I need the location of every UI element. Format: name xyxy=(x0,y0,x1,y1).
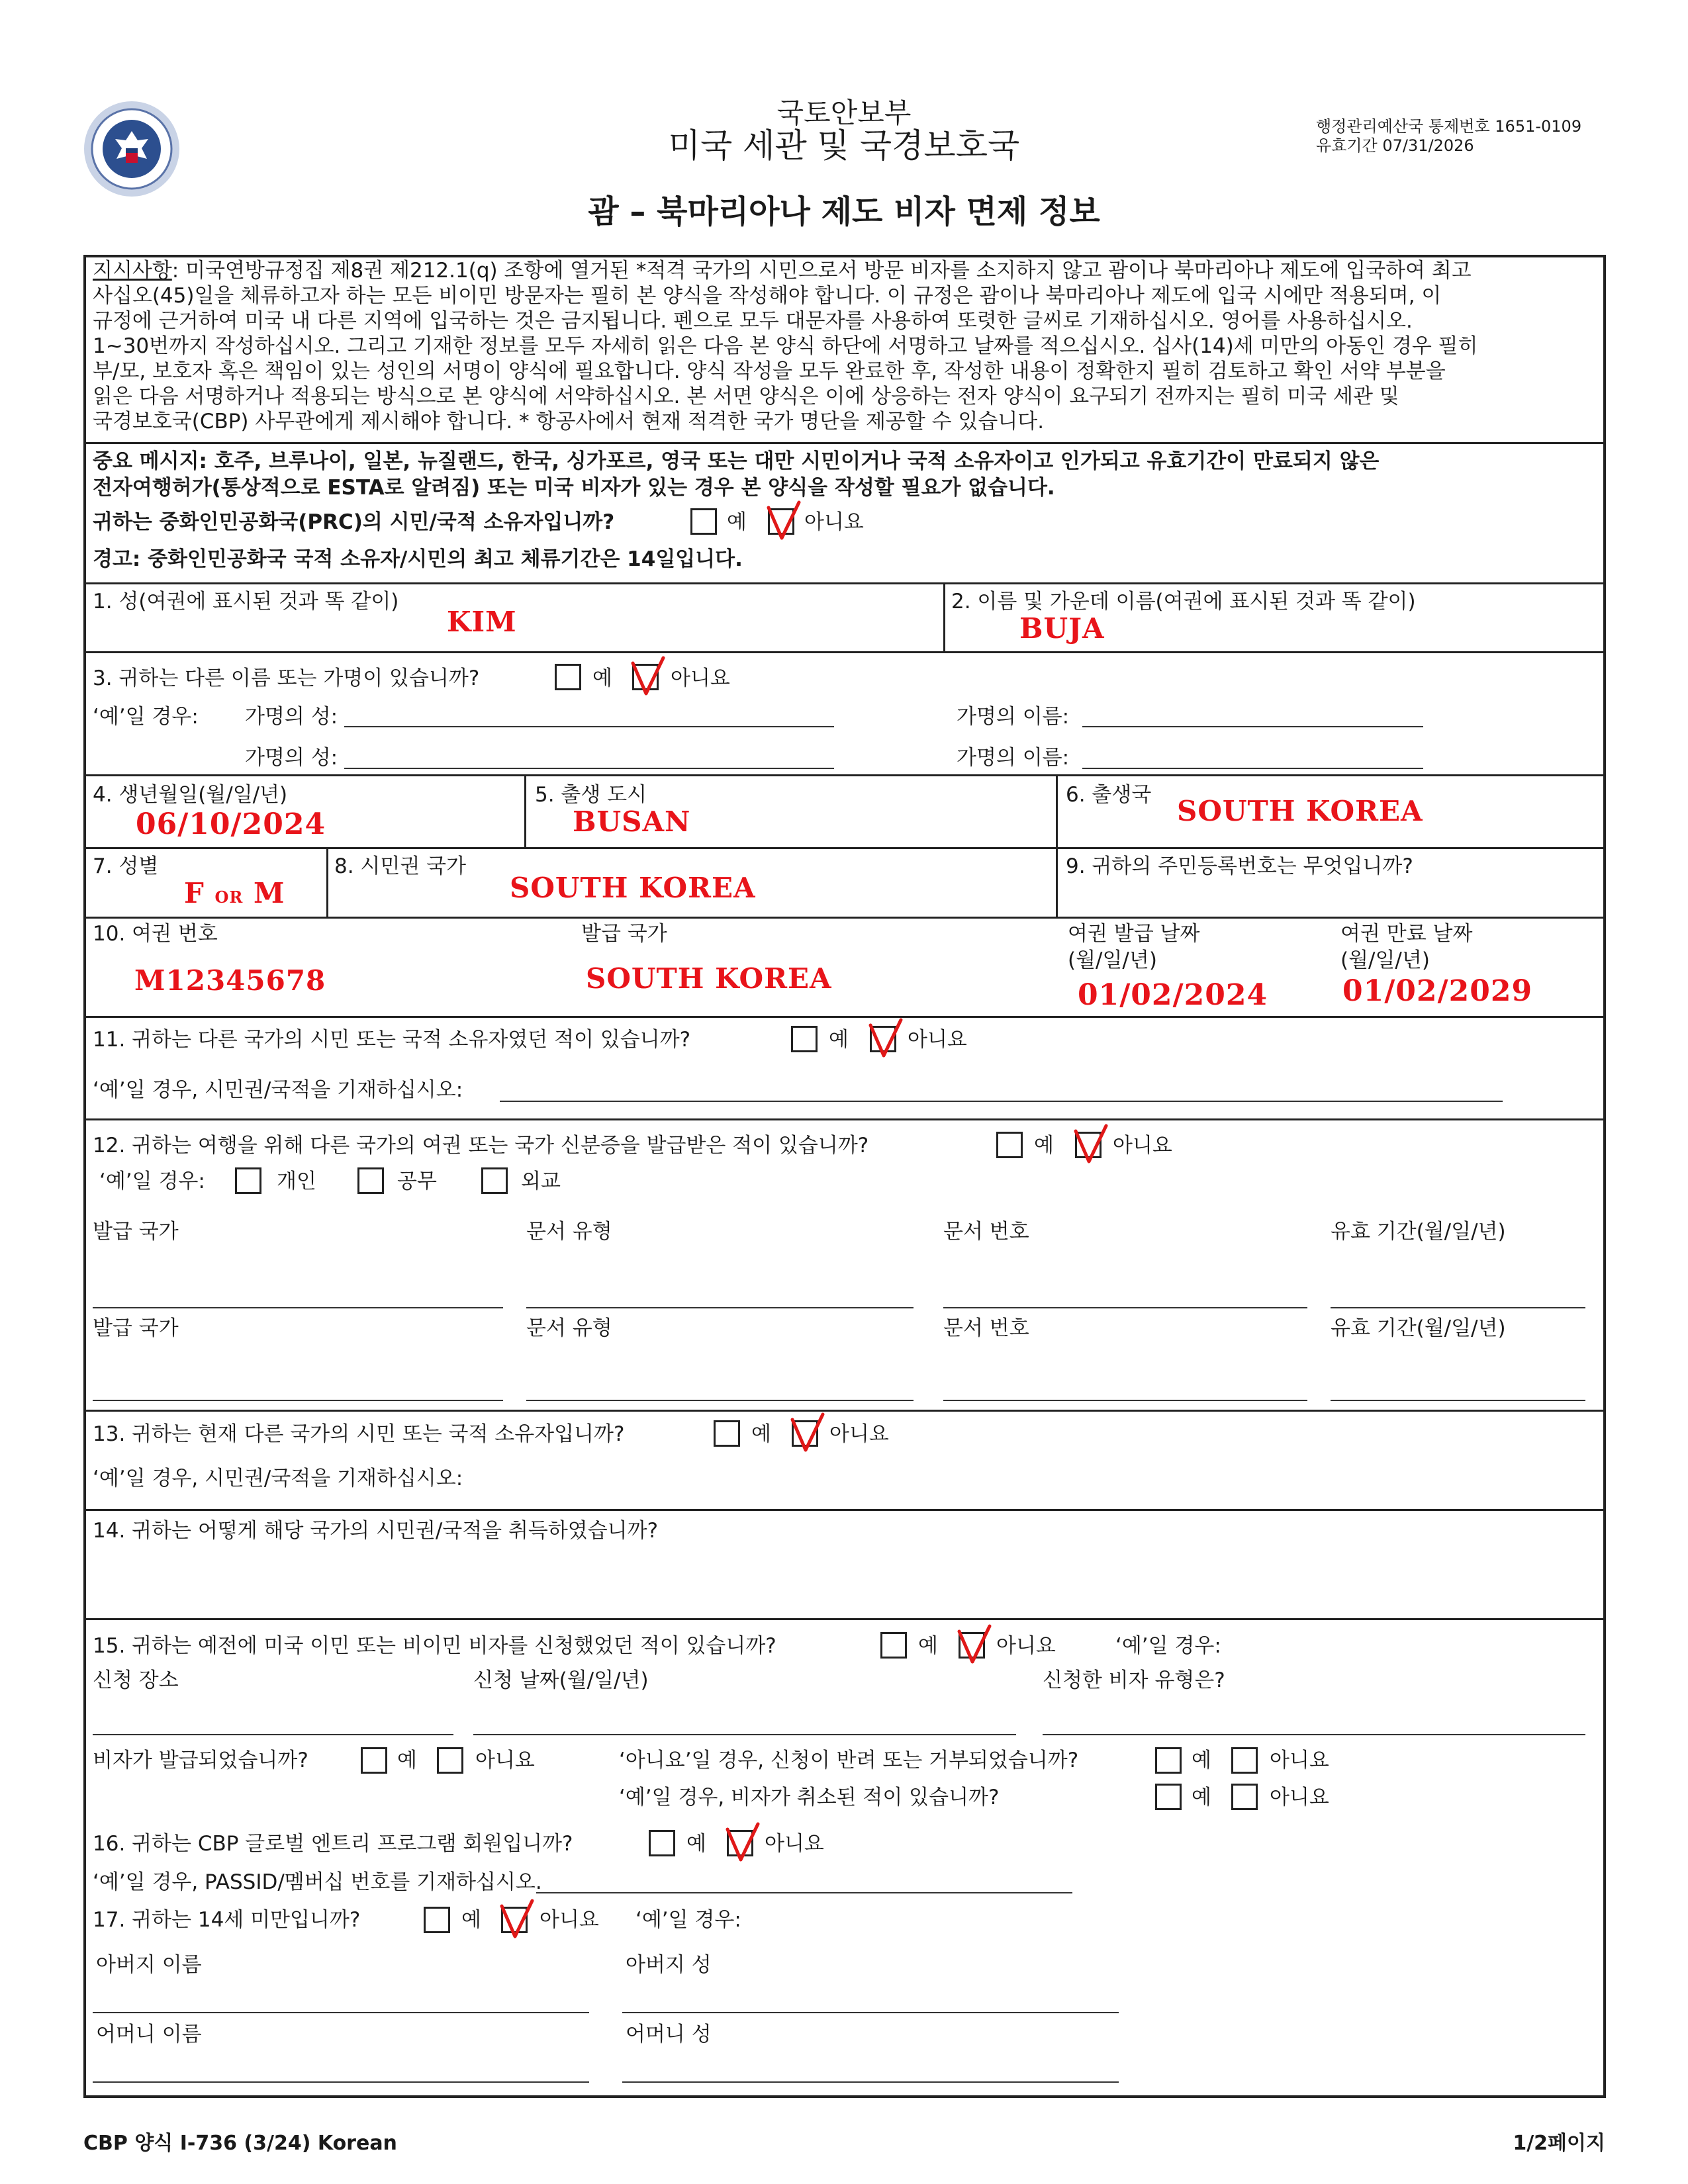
q3-yes-label: 예 xyxy=(592,666,612,690)
instructions-line: : 미국연방규정집 제8권 제212.1(q) 조항에 열거된 *적격 국가의 시민으로서 방문 비자를 소지하지 않고 괌이나 북마리아나 제도에 입국하여 최고 xyxy=(171,259,1472,283)
q17-no-label: 아니요 xyxy=(539,1908,599,1932)
checkmark-icon xyxy=(957,1625,992,1664)
q15-type-label: 신청한 비자 유형은? xyxy=(1043,1668,1225,1692)
checkmark-icon xyxy=(630,657,666,696)
q13-yes-label: 예 xyxy=(751,1422,771,1446)
important-message: 전자여행허가(통상적으로 ESTA로 알려짐) 또는 미국 비자가 있는 경우 본 양식을 작성할 필요가 없습니다. xyxy=(93,476,1055,500)
q12-col-doctype: 문서 유형 xyxy=(526,1220,612,1244)
rule xyxy=(943,582,945,651)
q17-label: 17. 귀하는 14세 미만입니까? xyxy=(93,1908,361,1932)
cbp-seal xyxy=(82,99,181,199)
q12-docno-field[interactable] xyxy=(943,1307,1307,1308)
q15-place-field[interactable] xyxy=(93,1734,453,1735)
q13-label: 13. 귀하는 현재 다른 국가의 시민 또는 국적 소유자입니까? xyxy=(93,1422,625,1446)
q11-yes-label: 예 xyxy=(829,1028,849,1052)
q12-doctype-field[interactable] xyxy=(526,1400,914,1401)
q15-refused-yes-label: 예 xyxy=(1192,1749,1211,1772)
sex-m: M xyxy=(253,877,285,909)
q15-issued-yes-checkbox[interactable] xyxy=(361,1747,387,1774)
q10-issue-format: (월/일/년) xyxy=(1068,948,1157,972)
q12-col-country: 발급 국가 xyxy=(93,1316,179,1340)
q12-type-personal-checkbox[interactable] xyxy=(235,1167,261,1194)
q11-label: 11. 귀하는 다른 국가의 시민 또는 국적 소유자였던 적이 있습니까? xyxy=(93,1028,691,1052)
q16-label: 16. 귀하는 CBP 글로벌 엔트리 프로그램 회원입니까? xyxy=(93,1832,573,1856)
alias-last-field[interactable] xyxy=(344,768,834,769)
instructions-line: 사십오(45)일을 체류하고자 하는 모든 비이민 방문자는 필히 본 양식을 작성해야 합니다. 이 규정은 괌이나 북마리아나 제도에 입국 시에만 적용되며, 이 xyxy=(93,284,1442,308)
q12-type-personal: 개인 xyxy=(277,1169,316,1193)
checkmark-icon xyxy=(499,1899,535,1939)
prc-no-label: 아니요 xyxy=(804,510,864,534)
q12-no-checkbox[interactable] xyxy=(1075,1132,1102,1158)
q15-cancelled-question: ‘예’일 경우, 비자가 취소된 적이 있습니까? xyxy=(619,1786,1000,1809)
instructions-block xyxy=(93,258,1595,434)
sex-f: F xyxy=(184,877,205,909)
rule xyxy=(83,1118,1606,1120)
instructions-label: 지시사항 xyxy=(93,259,172,283)
rule xyxy=(83,582,1606,584)
q10-issue-date[interactable]: 01/02/2024 xyxy=(1078,978,1268,1012)
q10-issuing-country[interactable]: SOUTH KOREA xyxy=(586,962,832,995)
q2-given-name-value[interactable]: BUJA xyxy=(1019,612,1105,645)
q3-if-yes: ‘예’일 경우: xyxy=(93,705,199,729)
q12-country-field[interactable] xyxy=(93,1307,503,1308)
prc-yes-checkbox[interactable] xyxy=(690,508,717,535)
father-last-label: 아버지 성 xyxy=(626,1953,712,1977)
q15-issued-no-checkbox[interactable] xyxy=(437,1747,463,1774)
q2-label: 2. 이름 및 가운데 이름(여권에 표시된 것과 똑 같이) xyxy=(951,590,1416,614)
q16-yes-checkbox[interactable] xyxy=(649,1830,675,1856)
q15-type-field[interactable] xyxy=(1043,1734,1585,1735)
q16-if-yes: ‘예’일 경우, PASSID/멤버십 번호를 기재하십시오. xyxy=(93,1870,542,1894)
q11-citizenship-field[interactable] xyxy=(500,1101,1503,1102)
q16-yes-label: 예 xyxy=(686,1832,706,1856)
q12-type-official-checkbox[interactable] xyxy=(357,1167,384,1194)
page-number: 1/2페이지 xyxy=(1513,2132,1605,2155)
q15-cancelled-yes-checkbox[interactable] xyxy=(1155,1784,1182,1810)
q15-no-checkbox[interactable] xyxy=(959,1632,985,1659)
q6-birth-country-value[interactable]: SOUTH KOREA xyxy=(1177,795,1423,827)
rule xyxy=(524,774,526,847)
q12-type-diplomatic-checkbox[interactable] xyxy=(481,1167,508,1194)
alias-last-label: 가명의 성: xyxy=(245,746,338,770)
q12-yes-checkbox[interactable] xyxy=(996,1132,1023,1158)
agency-name: 미국 세관 및 국경보호국 xyxy=(668,126,1020,165)
q12-type-official: 공무 xyxy=(397,1169,437,1193)
instructions-line: 1~30번까지 작성하십시오. 그리고 기재한 정보를 모두 자세히 읽은 다음 본 양식 하단에 서명하고 날짜를 적으십시오. 십사(14)세 미만의 아동인 경우 필히 xyxy=(93,334,1478,358)
q15-refused-question: ‘아니요’일 경우, 신청이 반려 또는 거부되었습니까? xyxy=(619,1749,1079,1772)
q6-label: 6. 출생국 xyxy=(1066,783,1152,807)
q13-no-checkbox[interactable] xyxy=(792,1420,818,1447)
prc-yes-label: 예 xyxy=(727,510,747,534)
q13-no-label: 아니요 xyxy=(829,1422,889,1446)
rule xyxy=(83,774,1606,776)
q11-no-label: 아니요 xyxy=(908,1028,967,1052)
q10-country-label: 발급 국가 xyxy=(581,922,667,946)
father-last-field[interactable] xyxy=(622,2012,1119,2013)
q8-citizenship-value[interactable]: SOUTH KOREA xyxy=(510,872,756,904)
checkmark-icon xyxy=(790,1413,825,1453)
q3-yes-checkbox[interactable] xyxy=(555,664,581,690)
q12-col-valid: 유효 기간(월/일/년) xyxy=(1331,1316,1506,1340)
q16-no-label: 아니요 xyxy=(765,1832,824,1856)
q12-if-yes: ‘예’일 경우: xyxy=(99,1169,205,1193)
q12-col-doctype: 문서 유형 xyxy=(526,1316,612,1340)
q10-issue-label: 여권 발급 날짜 xyxy=(1068,922,1200,946)
instructions-line: 부/모, 보호자 혹은 책임이 있는 성인의 서명이 양식에 필요합니다. 양식 작성을 모두 완료한 후, 작성한 내용이 정확한지 필히 검토하고 확인 서약 부분을 xyxy=(93,359,1446,383)
important-message: 중요 메시지: 호주, 브루나이, 일본, 뉴질랜드, 한국, 싱가포르, 영국 또는 대만 시민이거나 국적 소유자이고 인가되고 유효기간이 만료되지 않은 xyxy=(93,449,1380,473)
rule xyxy=(1056,847,1058,917)
checkmark-icon xyxy=(725,1823,761,1862)
q15-date-label: 신청 날짜(월/일/년) xyxy=(473,1668,649,1692)
omb-number: 행정관리예산국 통제번호 1651-0109 xyxy=(1316,117,1582,136)
q5-label: 5. 출생 도시 xyxy=(535,783,647,807)
q10-expire-label: 여권 만료 날짜 xyxy=(1340,922,1473,946)
q15-issued-question: 비자가 발급되었습니까? xyxy=(93,1749,308,1772)
q12-col-docno: 문서 번호 xyxy=(943,1316,1029,1340)
checkmark-icon xyxy=(868,1019,904,1058)
form-title: 괌 – 북마리아나 제도 비자 면제 정보 xyxy=(588,193,1100,230)
rule xyxy=(326,847,328,917)
omb-expiry: 유효기간 07/31/2026 xyxy=(1316,136,1474,155)
q13-yes-checkbox[interactable] xyxy=(714,1420,740,1447)
prc-question: 귀하는 중화인민공화국(PRC)의 시민/국적 소유자입니까? xyxy=(93,510,615,534)
prc-warning: 경고: 중화인민공화국 국적 소유자/시민의 최고 체류기간은 14일입니다. xyxy=(93,547,743,571)
q15-refused-no-label: 아니요 xyxy=(1270,1749,1329,1772)
prc-no-checkbox[interactable] xyxy=(768,508,794,535)
q12-valid-field[interactable] xyxy=(1331,1400,1585,1401)
q12-no-label: 아니요 xyxy=(1113,1134,1172,1158)
checkmark-icon xyxy=(766,501,802,541)
sex-or: OR xyxy=(214,887,244,907)
q12-type-diplomatic: 외교 xyxy=(521,1169,561,1193)
q15-refused-yes-checkbox[interactable] xyxy=(1155,1747,1182,1774)
q3-no-checkbox[interactable] xyxy=(632,664,659,690)
rule xyxy=(1056,774,1058,847)
father-first-label: 아버지 이름 xyxy=(96,1953,202,1977)
q17-if-yes: ‘예’일 경우: xyxy=(635,1908,741,1932)
q4-label: 4. 생년월일(월/일/년) xyxy=(93,783,288,807)
q16-passid-field[interactable] xyxy=(536,1892,1072,1893)
q10-expire-format: (월/일/년) xyxy=(1340,948,1430,972)
q15-no-label: 아니요 xyxy=(996,1634,1056,1658)
alias-first-field[interactable] xyxy=(1082,726,1423,727)
q15-date-field[interactable] xyxy=(473,1734,1016,1735)
q12-valid-field[interactable] xyxy=(1331,1307,1585,1308)
q3-label: 3. 귀하는 다른 이름 또는 가명이 있습니까? xyxy=(93,666,480,690)
q15-label: 15. 귀하는 예전에 미국 이민 또는 비이민 비자를 신청했었던 적이 있습니까? xyxy=(93,1634,776,1658)
q7-label: 7. 성별 xyxy=(93,854,159,878)
checkmark-icon xyxy=(1073,1124,1109,1164)
form-number: CBP 양식 I-736 (3/24) Korean xyxy=(83,2132,397,2155)
q13-if-yes: ‘예’일 경우, 시민권/국적을 기재하십시오: xyxy=(93,1467,463,1490)
q7-sex-value[interactable] xyxy=(184,878,285,913)
q12-col-country: 발급 국가 xyxy=(93,1220,179,1244)
q12-doctype-field[interactable] xyxy=(526,1307,914,1308)
rule xyxy=(83,651,1606,653)
rule xyxy=(83,442,1606,444)
q12-col-valid: 유효 기간(월/일/년) xyxy=(1331,1220,1506,1244)
mother-first-field[interactable] xyxy=(93,2081,589,2083)
alias-last-label: 가명의 성: xyxy=(245,705,338,729)
instructions-line: 국경보호국(CBP) 사무관에게 제시해야 합니다. * 항공사에서 현재 적격한 국가 명단을 제공할 수 있습니다. xyxy=(93,410,1045,433)
q10-label: 10. 여권 번호 xyxy=(93,922,218,946)
q15-place-label: 신청 장소 xyxy=(93,1668,179,1692)
q12-col-docno: 문서 번호 xyxy=(943,1220,1029,1244)
q14-label: 14. 귀하는 어떻게 해당 국가의 시민권/국적을 취득하였습니까? xyxy=(93,1519,659,1543)
rule xyxy=(83,917,1606,919)
q9-label: 9. 귀하의 주민등록번호는 무엇입니까? xyxy=(1066,854,1413,878)
father-first-field[interactable] xyxy=(93,2012,589,2013)
alias-first-field[interactable] xyxy=(1082,768,1423,769)
q11-yes-checkbox[interactable] xyxy=(791,1026,818,1052)
q15-issued-yes-label: 예 xyxy=(397,1749,417,1772)
q4-birthdate-value[interactable]: 06/10/2024 xyxy=(136,807,326,841)
rule xyxy=(83,1509,1606,1511)
q16-no-checkbox[interactable] xyxy=(727,1830,753,1856)
alias-last-field[interactable] xyxy=(344,726,834,727)
q15-cancelled-no-checkbox[interactable] xyxy=(1231,1784,1258,1810)
rule xyxy=(83,847,1606,849)
q10-passport-number[interactable]: M12345678 xyxy=(134,964,326,997)
q15-issued-no-label: 아니요 xyxy=(475,1749,535,1772)
mother-last-field[interactable] xyxy=(622,2081,1119,2083)
q3-no-label: 아니요 xyxy=(671,666,730,690)
rule xyxy=(83,1618,1606,1620)
q11-no-checkbox[interactable] xyxy=(870,1026,896,1052)
alias-first-label: 가명의 이름: xyxy=(957,746,1070,770)
q17-yes-checkbox[interactable] xyxy=(424,1907,450,1933)
q17-no-checkbox[interactable] xyxy=(501,1907,528,1933)
mother-first-label: 어머니 이름 xyxy=(96,2023,202,2046)
instructions-line: 읽은 다음 서명하거나 적용되는 방식으로 본 양식에 서약하십시오. 본 서면 양식은 이에 상응하는 전자 양식이 요구되기 전까지는 필히 미국 세관 및 xyxy=(93,385,1399,408)
rule xyxy=(83,1410,1606,1412)
alias-first-label: 가명의 이름: xyxy=(957,705,1070,729)
q1-label: 1. 성(여권에 표시된 것과 똑 같이) xyxy=(93,590,399,614)
q8-label: 8. 시민권 국가 xyxy=(334,854,467,878)
rule xyxy=(83,1016,1606,1018)
q12-docno-field[interactable] xyxy=(943,1400,1307,1401)
mother-last-label: 어머니 성 xyxy=(626,2023,712,2046)
q10-expire-date[interactable]: 01/02/2029 xyxy=(1342,974,1533,1008)
q15-if-yes: ‘예’일 경우: xyxy=(1115,1634,1221,1658)
q17-yes-label: 예 xyxy=(461,1908,481,1932)
q15-cancelled-yes-label: 예 xyxy=(1192,1786,1211,1809)
q15-cancelled-no-label: 아니요 xyxy=(1270,1786,1329,1809)
q5-birth-city-value[interactable]: BUSAN xyxy=(573,805,691,838)
instructions-line: 규정에 근거하여 미국 내 다른 지역에 입국하는 것은 금지됩니다. 펜으로 모두 대문자를 사용하여 또렷한 글씨로 기재하십시오. 영어를 사용하십시오. xyxy=(93,309,1413,333)
q11-if-yes: ‘예’일 경우, 시민권/국적을 기재하십시오: xyxy=(93,1078,463,1102)
q15-refused-no-checkbox[interactable] xyxy=(1231,1747,1258,1774)
q12-label: 12. 귀하는 여행을 위해 다른 국가의 여권 또는 국가 신분증을 발급받은 적이 있습니까? xyxy=(93,1134,869,1158)
q1-surname-value[interactable]: KIM xyxy=(447,606,517,638)
q12-yes-label: 예 xyxy=(1034,1134,1054,1158)
department-name: 국토안보부 xyxy=(776,97,912,129)
q12-country-field[interactable] xyxy=(93,1400,503,1401)
q15-yes-label: 예 xyxy=(918,1634,938,1658)
q15-yes-checkbox[interactable] xyxy=(880,1632,907,1659)
